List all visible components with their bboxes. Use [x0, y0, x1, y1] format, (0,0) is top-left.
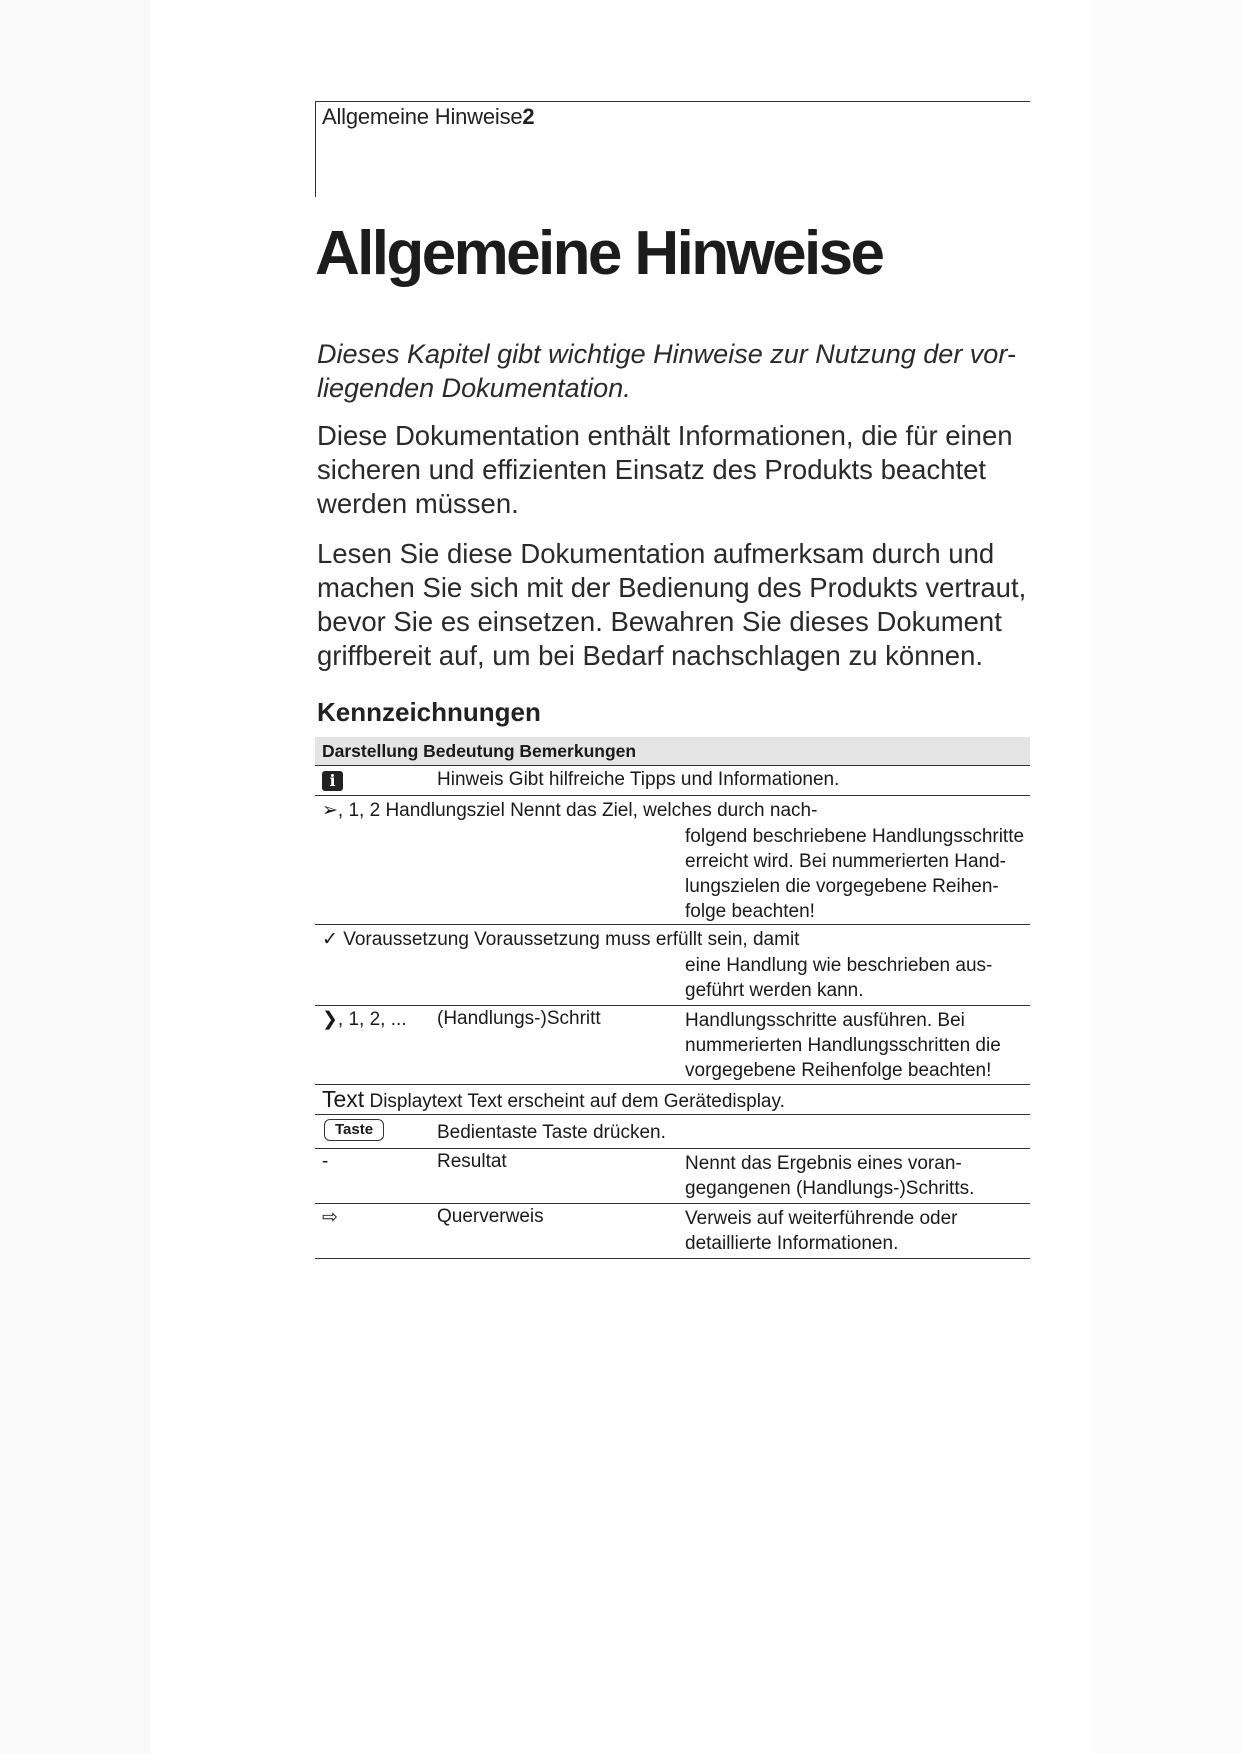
running-header [322, 104, 534, 130]
table-row: Taste Bedientaste Taste drücken. [315, 1115, 1030, 1149]
info-icon: i [322, 770, 343, 792]
result-dash: - [322, 1151, 329, 1172]
intro-paragraph: Dieses Kapitel gibt wichtige Hinweise zur Nutzung der vor- liegenden Dokumentation. [317, 339, 1016, 403]
table-row: ✓ Voraussetzung Voraussetzung muss erfüllt sein, damit eine Handlung wie beschrieben aus- geführt werden kann. [315, 925, 1030, 1006]
page-title: Allgemeine Hinweise [315, 219, 883, 288]
running-title: Allgemeine Hinweise [322, 104, 523, 129]
header-rule [315, 101, 1030, 102]
chevron-icon: ❯, 1, 2, ... [322, 1009, 407, 1030]
table-row: ⇨ Querverweis Verweis auf weiterführende oder detaillierte Informationen. [315, 1204, 1030, 1259]
table-row: i Hinweis Gibt hilfreiche Tipps und Informationen. [315, 766, 1030, 796]
page-margin-left [0, 0, 150, 1754]
table-row: - Resultat Nennt das Ergebnis eines voran- gegangenen (Handlungs-)Schritts. [315, 1149, 1030, 1204]
section-heading: Kennzeichnungen [317, 697, 541, 727]
table-header: Darstellung Bedeutung Bemerkungen [315, 737, 1030, 766]
table-row: ➢, 1, 2 Handlungsziel Nennt das Ziel, welches durch nach- folgend beschriebene Handlungsschritte erreicht wird. Bei nummerierten Hand- lungszielen die vorgegebene Reihen- folge beachten! [315, 796, 1030, 925]
header-rule-vertical [315, 101, 316, 197]
page-margin-right [1091, 0, 1241, 1754]
markings-table [315, 737, 1030, 1259]
key-icon: Taste [324, 1118, 384, 1141]
body-paragraph-1: Diese Dokumentation enthält Informationen, die für einen sicheren und effizienten Einsatz des Produkts beachtet werden müssen. [317, 420, 1013, 519]
table-row: ❯, 1, 2, ... (Handlungs-)Schritt Handlungsschritte ausführen. Bei nummerierten Handlungsschritten die vorgegebene Reihenfolge beachten! [315, 1006, 1030, 1085]
chapter-number: 2 [522, 104, 535, 129]
cross-reference-icon: ⇨ [322, 1207, 338, 1228]
display-text-sample: Text [322, 1086, 365, 1112]
body-paragraph-2: Lesen Sie diese Dokumentation aufmerksam durch und machen Sie sich mit der Bedienung des Produkts vertraut, bevor Sie es einsetzen. Bewahren Sie dieses Dokument griffbereit auf, um bei Bedarf nachschlagen zu können. [317, 538, 1027, 671]
table-row: Text Displaytext Text erscheint auf dem Gerätedisplay. [315, 1085, 1030, 1115]
